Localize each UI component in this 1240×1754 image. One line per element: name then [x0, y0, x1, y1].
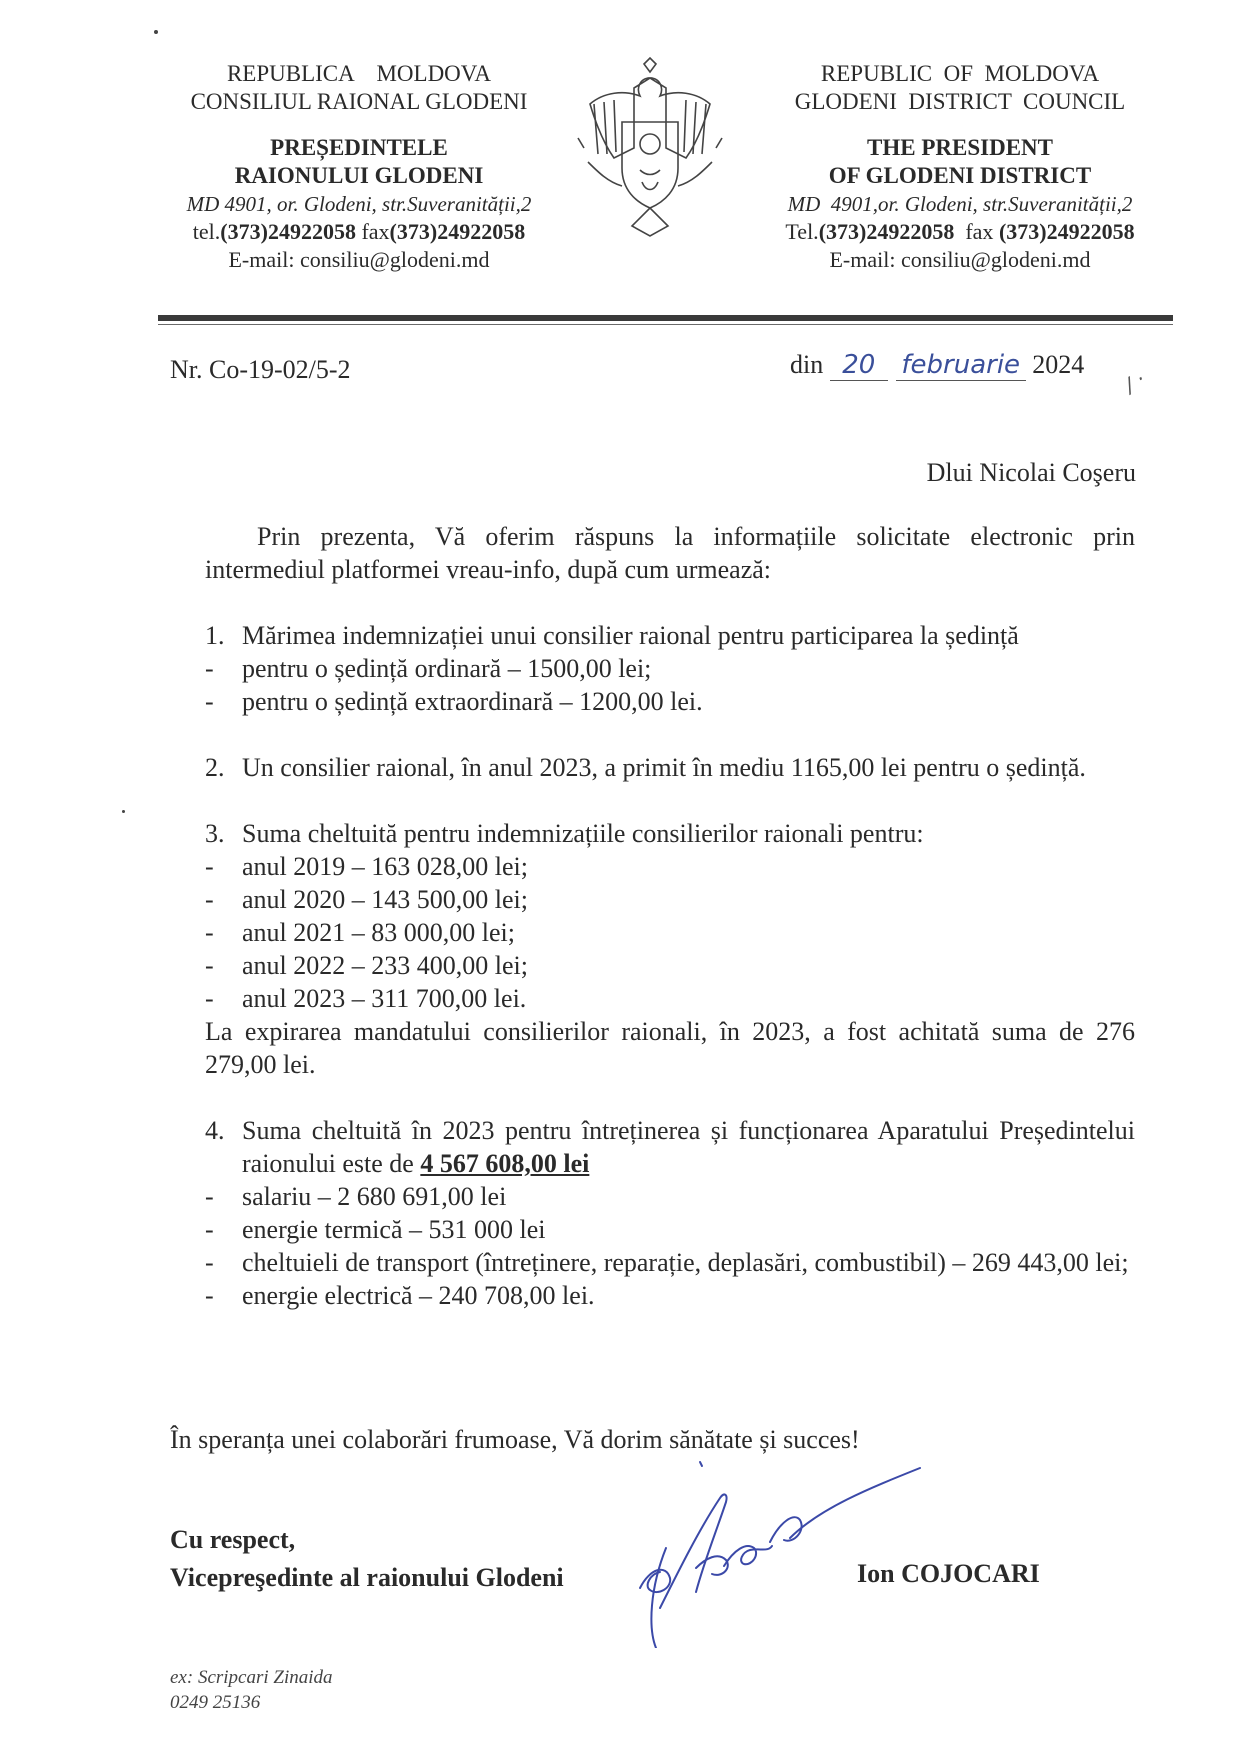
list-item-text: anul 2023 – 311 700,00 lei. [242, 984, 527, 1013]
handwritten-mark: / · [1120, 366, 1150, 398]
closing-line: În speranța unei colaborări frumoase, Vă dorim sănătate și succes! [170, 1425, 860, 1454]
header-phone-fax [150, 218, 568, 246]
header-address: MD 4901, or. Glodeni, str.Suveranității,2 [186, 192, 532, 216]
list-item-text: energie termică – 531 000 lei [242, 1215, 546, 1244]
list-item-text: anul 2020 – 143 500,00 lei; [242, 885, 528, 914]
header-romanian [150, 60, 568, 274]
list-item: - anul 2023 – 311 700,00 lei. [205, 984, 527, 1013]
header-divider [158, 324, 1173, 325]
header-title: THE PRESIDENT [867, 135, 1053, 160]
header-council: CONSILIUL RAIONAL GLODENI [190, 89, 528, 114]
handwritten-signature [620, 1448, 960, 1648]
list-item: - energie electrică – 240 708,00 lei. [205, 1281, 595, 1310]
letter-body [205, 520, 1135, 1312]
section-number: 4. [205, 1116, 225, 1145]
list-item-text: salariu – 2 680 691,00 lei [242, 1182, 507, 1211]
list-item: - anul 2022 – 233 400,00 lei; [205, 951, 528, 980]
date-month: februarie [896, 350, 1026, 381]
scan-speck [154, 30, 158, 34]
section-heading [205, 751, 1135, 784]
executor-name: ex: Scripcari Zinaida [170, 1667, 333, 1688]
list-item: - anul 2021 – 83 000,00 lei; [205, 918, 515, 947]
header-title: RAIONULUI GLODENI [234, 163, 484, 188]
fax-label: fax [355, 219, 390, 244]
header-address: MD 4901,or. Glodeni, str.Suveranității,2 [787, 192, 1133, 216]
section-1 [205, 619, 1135, 718]
header-title: OF GLODENI DISTRICT [828, 163, 1092, 188]
list-item: - salariu – 2 680 691,00 lei [205, 1182, 507, 1211]
section-heading [205, 1114, 1135, 1180]
phone-prefix: Tel. [785, 219, 819, 244]
list-item: - pentru o ședință ordinară – 1500,00 lei; [205, 654, 652, 683]
phone-number: (373)24922058 [220, 219, 356, 244]
header-email: E-mail: consiliu@glodeni.md [228, 247, 490, 272]
list-item-text: pentru o ședință ordinară – 1500,00 lei; [242, 654, 652, 683]
section-text: Un consilier raional, în anul 2023, a primit în mediu 1165,00 lei pentru o ședință. [242, 753, 1086, 782]
list-item: - cheltuieli de transport (întreținere, reparație, deplasări, combustibil) – 269 443,00 lei; [205, 1248, 1129, 1277]
list-item: - anul 2020 – 143 500,00 lei; [205, 885, 528, 914]
header-country: REPUBLIC OF MOLDOVA [820, 61, 1100, 86]
list-item-text: energie electrică – 240 708,00 lei. [242, 1281, 595, 1310]
regards: Cu respect, [170, 1525, 296, 1554]
section-heading [205, 619, 1135, 652]
header-title: PREȘEDINTELE [270, 135, 448, 160]
total-amount: 4 567 608,00 lei [420, 1149, 590, 1178]
header-council: GLODENI DISTRICT COUNCIL [794, 89, 1126, 114]
list-item-text: pentru o ședință extraordinară – 1200,00 lei. [242, 687, 703, 716]
section-heading [205, 817, 1135, 850]
date-prefix: din [790, 350, 824, 379]
section-text: Mărimea indemnizației unui consilier raional pentru participarea la ședință [242, 621, 1019, 650]
intro-paragraph: Prin prezenta, Vă oferim răspuns la informațiile solicitate electronic prin intermediul platformei vreau-info, după cum urmează: [205, 522, 1135, 584]
header-english [760, 60, 1160, 274]
fax-number: (373)24922058 [998, 219, 1135, 244]
fax-label: fax [954, 219, 999, 244]
executor-phone: 0249 25136 [170, 1692, 261, 1713]
header-phone-fax [760, 218, 1160, 246]
section-3 [205, 817, 1135, 1081]
list-item: - energie termică – 531 000 lei [205, 1215, 546, 1244]
executor-info [170, 1665, 333, 1715]
phone-prefix: tel. [192, 219, 221, 244]
list-item-text: anul 2019 – 163 028,00 lei; [242, 852, 528, 881]
section-2 [205, 751, 1135, 784]
signer-name: Ion COJOCARI [857, 1559, 1040, 1588]
header-country: REPUBLICA MOLDOVA [226, 61, 492, 86]
section-number: 2. [205, 753, 225, 782]
scan-speck [122, 810, 125, 813]
reference-number: Nr. Co-19-02/5-2 [170, 355, 351, 384]
fax-number: (373)24922058 [389, 219, 526, 244]
addressee: Dlui Nicolai Coşeru [926, 458, 1136, 487]
date-day: 20 [830, 350, 888, 381]
signer-position: Vicepreşedinte al raionului Glodeni [170, 1563, 564, 1592]
date-year: 2024 [1032, 350, 1085, 379]
section-text: Suma cheltuită în 2023 pentru întreținerea și funcționarea Aparatului Președintelui raionului este de [242, 1116, 1135, 1178]
section-text: Suma cheltuită pentru indemnizațiile consilierilor raionali pentru: [242, 819, 924, 848]
list-item: - pentru o ședință extraordinară – 1200,00 lei. [205, 687, 703, 716]
moldova-coat-of-arms-icon [570, 52, 730, 242]
letter-date [790, 350, 1084, 381]
list-item: - anul 2019 – 163 028,00 lei; [205, 852, 528, 881]
section-note: La expirarea mandatului consilierilor raionali, în 2023, a fost achitată suma de 276 279,00 lei. [205, 1017, 1135, 1079]
header-email: E-mail: consiliu@glodeni.md [829, 247, 1091, 272]
list-item-text: anul 2021 – 83 000,00 lei; [242, 918, 515, 947]
list-item-text: anul 2022 – 233 400,00 lei; [242, 951, 528, 980]
section-number: 3. [205, 819, 225, 848]
signoff [170, 1521, 564, 1597]
section-4 [205, 1114, 1135, 1312]
section-number: 1. [205, 621, 225, 650]
list-item-text: cheltuieli de transport (întreținere, reparație, deplasări, combustibil) – 269 443,00 lei; [242, 1248, 1129, 1277]
header-divider [158, 315, 1173, 321]
phone-number: (373)24922058 [818, 219, 955, 244]
